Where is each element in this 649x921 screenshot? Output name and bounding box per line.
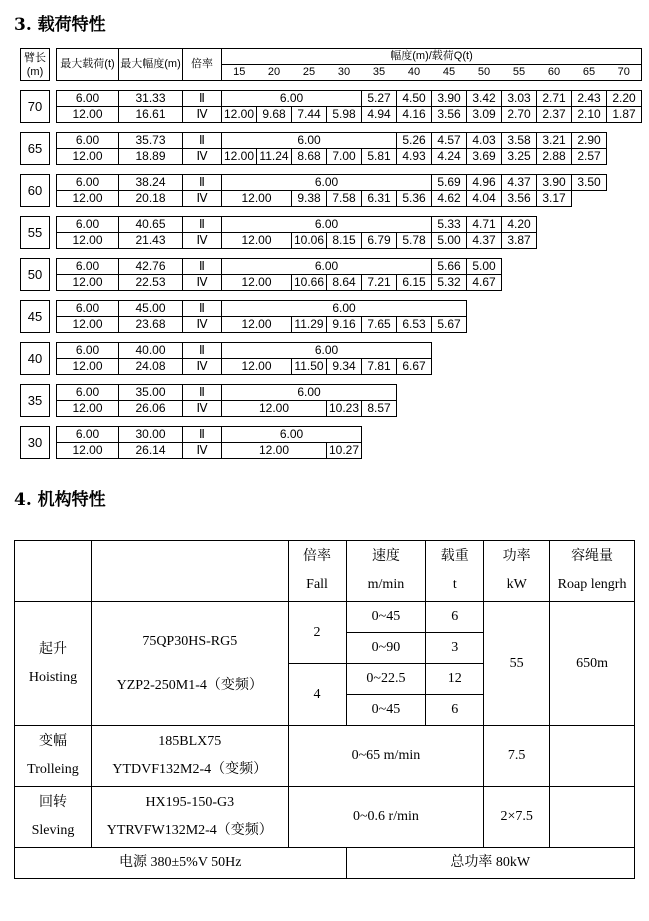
load-row [21, 191, 642, 207]
row-spacer [50, 343, 57, 375]
load-value: 5.69 [432, 175, 467, 191]
empty-cell [607, 133, 642, 149]
load-value: 5.81 [362, 149, 397, 165]
load-value: 4.67 [467, 275, 502, 291]
arm-length: 70 [21, 91, 50, 123]
load-value: 3.42 [467, 91, 502, 107]
load-value: 4.57 [432, 133, 467, 149]
header-radius-value: 50 [467, 65, 502, 81]
load-value: 3.56 [502, 191, 537, 207]
empty-cell [467, 301, 642, 317]
header-radius-value: 20 [257, 65, 292, 81]
load-value: 3.50 [572, 175, 607, 191]
arm-length: 50 [21, 259, 50, 291]
load-value: 7.21 [362, 275, 397, 291]
empty-cell [502, 259, 642, 275]
fall-value: Ⅳ [183, 359, 222, 375]
load-value: 5.32 [432, 275, 467, 291]
load-row [21, 175, 642, 191]
block-gap [21, 81, 642, 91]
hoisting-rope: 650m [550, 602, 635, 726]
load-value: 6.00 [222, 385, 397, 401]
fall-value: Ⅱ [183, 259, 222, 275]
load-value: 11.50 [292, 359, 327, 375]
header-fall: 倍率 [183, 49, 222, 81]
load-value: 4.93 [397, 149, 432, 165]
load-row [21, 443, 642, 459]
block-gap [21, 417, 642, 427]
row-spacer [50, 385, 57, 417]
hoisting-power: 55 [484, 602, 550, 726]
load-value: 12.00 [222, 191, 292, 207]
trolleying-name: 变幅 Trolleing [15, 726, 92, 787]
slewing-rope [550, 787, 635, 848]
load-row [21, 385, 642, 401]
load-value: 3.90 [537, 175, 572, 191]
max-load-value: 6.00 [57, 133, 119, 149]
max-load-value: 6.00 [57, 427, 119, 443]
fall-value: Ⅳ [183, 443, 222, 459]
load-row [21, 133, 642, 149]
load-value: 3.87 [502, 233, 537, 249]
header-radius-value: 35 [362, 65, 397, 81]
fall-value: Ⅱ [183, 217, 222, 233]
section-3-title: 3. 载荷特性 [14, 15, 106, 35]
load-value: 5.00 [467, 259, 502, 275]
mechanism-characteristics-table [14, 540, 635, 879]
load-value: 12.00 [222, 401, 327, 417]
fall-value: Ⅱ [183, 175, 222, 191]
header-radius-value: 70 [607, 65, 642, 81]
load-value: 10.23 [327, 401, 362, 417]
empty-cell [397, 385, 642, 401]
max-load-value: 6.00 [57, 259, 119, 275]
load-value: 7.65 [362, 317, 397, 333]
empty-cell [397, 401, 642, 417]
load-value: 6.53 [397, 317, 432, 333]
load-value: 2.10 [572, 107, 607, 123]
load-value: 2.88 [537, 149, 572, 165]
header-radius-value: 65 [572, 65, 607, 81]
load-value: 5.98 [327, 107, 362, 123]
load-value: 12.00 [222, 443, 327, 459]
fall-value: Ⅳ [183, 317, 222, 333]
mech-header-blank-1 [15, 541, 92, 602]
header-radius-load: 幅度(m)/载荷Q(t) [222, 49, 642, 65]
slewing-model: HX195-150-G3 YTRVFW132M2-4（变频） [91, 787, 288, 848]
max-radius-value: 26.14 [119, 443, 183, 459]
empty-cell [607, 175, 642, 191]
header-radius-value: 60 [537, 65, 572, 81]
max-load-value: 12.00 [57, 443, 119, 459]
max-load-value: 12.00 [57, 191, 119, 207]
arm-length: 55 [21, 217, 50, 249]
load-value: 6.67 [397, 359, 432, 375]
hoisting-name: 起升 Hoisting [15, 602, 92, 726]
mech-header-rope: 容绳量 Roap lengrh [550, 541, 635, 602]
load-value: 7.44 [292, 107, 327, 123]
mech-header-fall: 倍率 Fall [288, 541, 346, 602]
load-value: 12.00 [222, 275, 292, 291]
trolleying-power: 7.5 [484, 726, 550, 787]
header-max-radius: 最大幅度(m) [119, 49, 183, 81]
arm-length: 45 [21, 301, 50, 333]
hoisting-load: 3 [426, 633, 484, 664]
max-radius-value: 45.00 [119, 301, 183, 317]
load-row [21, 343, 642, 359]
trolleying-rope [550, 726, 635, 787]
max-radius-value: 20.18 [119, 191, 183, 207]
load-characteristics-table [20, 48, 642, 459]
empty-cell [572, 191, 642, 207]
arm-length: 35 [21, 385, 50, 417]
empty-cell [432, 359, 642, 375]
empty-cell [537, 233, 642, 249]
load-value: 3.69 [467, 149, 502, 165]
block-gap [21, 375, 642, 385]
load-value: 2.37 [537, 107, 572, 123]
load-value: 6.79 [362, 233, 397, 249]
empty-cell [607, 149, 642, 165]
mech-header-speed: 速度 m/min [346, 541, 426, 602]
load-row [21, 217, 642, 233]
load-row [21, 359, 642, 375]
load-value: 6.00 [222, 427, 362, 443]
load-value: 3.58 [502, 133, 537, 149]
load-value: 4.50 [397, 91, 432, 107]
hoisting-speed: 0~45 [346, 695, 426, 726]
load-value: 4.96 [467, 175, 502, 191]
hoisting-load: 6 [426, 695, 484, 726]
load-value: 3.17 [537, 191, 572, 207]
row-spacer [50, 301, 57, 333]
row-spacer [50, 217, 57, 249]
mech-header-blank-2 [91, 541, 288, 602]
fall-value: Ⅳ [183, 275, 222, 291]
max-radius-value: 22.53 [119, 275, 183, 291]
max-load-value: 12.00 [57, 359, 119, 375]
load-value: 2.70 [502, 107, 537, 123]
total-power: 总功率 80kW [346, 848, 635, 879]
load-value: 12.00 [222, 149, 257, 165]
max-radius-value: 40.65 [119, 217, 183, 233]
max-radius-value: 26.06 [119, 401, 183, 417]
load-value: 2.57 [572, 149, 607, 165]
load-row [21, 91, 642, 107]
max-radius-value: 42.76 [119, 259, 183, 275]
block-gap [21, 291, 642, 301]
load-value: 5.33 [432, 217, 467, 233]
fall-value: Ⅳ [183, 107, 222, 123]
load-value: 3.90 [432, 91, 467, 107]
load-value: 7.00 [327, 149, 362, 165]
empty-cell [432, 343, 642, 359]
header-max-load: 最大载荷(t) [57, 49, 119, 81]
max-radius-value: 16.61 [119, 107, 183, 123]
hoisting-load: 6 [426, 602, 484, 633]
load-value: 11.29 [292, 317, 327, 333]
load-value: 4.37 [502, 175, 537, 191]
max-load-value: 6.00 [57, 217, 119, 233]
hoisting-fall-2: 2 [288, 602, 346, 664]
load-value: 5.78 [397, 233, 432, 249]
load-row [21, 275, 642, 291]
load-row [21, 107, 642, 123]
load-value: 10.06 [292, 233, 327, 249]
header-radius-value: 30 [327, 65, 362, 81]
header-radius-value: 15 [222, 65, 257, 81]
hoisting-model: 75QP30HS-RG5 YZP2-250M1-4（变频） [91, 602, 288, 726]
block-gap [21, 123, 642, 133]
max-radius-value: 38.24 [119, 175, 183, 191]
empty-cell [537, 217, 642, 233]
fall-value: Ⅳ [183, 191, 222, 207]
block-gap [21, 333, 642, 343]
block-gap [21, 165, 642, 175]
load-value: 6.00 [222, 343, 432, 359]
load-row [21, 259, 642, 275]
fall-value: Ⅳ [183, 401, 222, 417]
fall-value: Ⅱ [183, 133, 222, 149]
max-radius-value: 35.00 [119, 385, 183, 401]
load-value: 5.26 [397, 133, 432, 149]
load-value: 12.00 [222, 233, 292, 249]
max-radius-value: 30.00 [119, 427, 183, 443]
max-radius-value: 40.00 [119, 343, 183, 359]
header-radius-value: 25 [292, 65, 327, 81]
load-row [21, 233, 642, 249]
load-value: 8.15 [327, 233, 362, 249]
header-radius-value: 40 [397, 65, 432, 81]
row-spacer [50, 91, 57, 123]
arm-length: 30 [21, 427, 50, 459]
row-spacer [50, 259, 57, 291]
load-value: 6.00 [222, 259, 432, 275]
load-value: 6.00 [222, 175, 432, 191]
power-supply: 电源 380±5%V 50Hz [15, 848, 347, 879]
max-load-value: 12.00 [57, 107, 119, 123]
empty-cell [502, 275, 642, 291]
hoisting-speed: 0~45 [346, 602, 426, 633]
fall-value: Ⅳ [183, 149, 222, 165]
load-value: 3.09 [467, 107, 502, 123]
header-spacer [50, 49, 57, 81]
load-value: 9.34 [327, 359, 362, 375]
hoisting-speed: 0~22.5 [346, 664, 426, 695]
block-gap [21, 249, 642, 259]
empty-cell [362, 427, 642, 443]
load-value: 1.87 [607, 107, 642, 123]
load-value: 4.20 [502, 217, 537, 233]
max-load-value: 6.00 [57, 175, 119, 191]
load-value: 8.64 [327, 275, 362, 291]
block-gap [21, 207, 642, 217]
header-radius-value: 45 [432, 65, 467, 81]
load-value: 10.27 [327, 443, 362, 459]
max-load-value: 6.00 [57, 385, 119, 401]
load-value: 6.00 [222, 133, 397, 149]
load-value: 6.31 [362, 191, 397, 207]
row-spacer [50, 133, 57, 165]
load-value: 6.00 [222, 91, 362, 107]
arm-length: 40 [21, 343, 50, 375]
arm-length: 65 [21, 133, 50, 165]
load-value: 4.24 [432, 149, 467, 165]
hoisting-fall-4: 4 [288, 664, 346, 726]
trolleying-speed: 0~65 m/min [288, 726, 484, 787]
load-row [21, 301, 642, 317]
load-value: 2.90 [572, 133, 607, 149]
load-value: 5.36 [397, 191, 432, 207]
fall-value: Ⅱ [183, 91, 222, 107]
max-load-value: 12.00 [57, 317, 119, 333]
mech-header-load: 载重 t [426, 541, 484, 602]
load-value: 4.94 [362, 107, 397, 123]
load-value: 4.37 [467, 233, 502, 249]
load-value: 4.03 [467, 133, 502, 149]
load-value: 6.00 [222, 301, 467, 317]
max-load-value: 6.00 [57, 343, 119, 359]
max-radius-value: 18.89 [119, 149, 183, 165]
load-row [21, 427, 642, 443]
load-value: 4.62 [432, 191, 467, 207]
max-load-value: 6.00 [57, 301, 119, 317]
load-value: 8.68 [292, 149, 327, 165]
load-value: 3.56 [432, 107, 467, 123]
trolleying-model: 185BLX75 YTDVF132M2-4（变频） [91, 726, 288, 787]
max-radius-value: 23.68 [119, 317, 183, 333]
max-radius-value: 24.08 [119, 359, 183, 375]
load-value: 6.00 [222, 217, 432, 233]
max-load-value: 12.00 [57, 401, 119, 417]
load-value: 11.24 [257, 149, 292, 165]
fall-value: Ⅳ [183, 233, 222, 249]
load-value: 12.00 [222, 359, 292, 375]
load-value: 12.00 [222, 107, 257, 123]
load-row [21, 401, 642, 417]
header-arm-length: 臂长 (m) [21, 49, 50, 81]
load-value: 3.03 [502, 91, 537, 107]
max-load-value: 12.00 [57, 149, 119, 165]
empty-cell [467, 317, 642, 333]
load-value: 9.68 [257, 107, 292, 123]
load-value: 5.66 [432, 259, 467, 275]
fall-value: Ⅱ [183, 301, 222, 317]
max-load-value: 12.00 [57, 233, 119, 249]
hoisting-speed: 0~90 [346, 633, 426, 664]
load-value: 2.20 [607, 91, 642, 107]
load-value: 8.57 [362, 401, 397, 417]
empty-cell [362, 443, 642, 459]
load-value: 3.21 [537, 133, 572, 149]
load-value: 4.04 [467, 191, 502, 207]
max-load-value: 12.00 [57, 275, 119, 291]
fall-value: Ⅱ [183, 385, 222, 401]
load-value: 10.66 [292, 275, 327, 291]
row-spacer [50, 175, 57, 207]
slewing-name: 回转 Sleving [15, 787, 92, 848]
hoisting-load: 12 [426, 664, 484, 695]
load-value: 5.00 [432, 233, 467, 249]
load-value: 6.15 [397, 275, 432, 291]
load-value: 5.27 [362, 91, 397, 107]
load-value: 4.16 [397, 107, 432, 123]
max-load-value: 6.00 [57, 91, 119, 107]
slewing-power: 2×7.5 [484, 787, 550, 848]
load-value: 9.38 [292, 191, 327, 207]
max-radius-value: 35.73 [119, 133, 183, 149]
section-4-title: 4. 机构特性 [14, 490, 106, 510]
load-value: 7.58 [327, 191, 362, 207]
load-value: 3.25 [502, 149, 537, 165]
fall-value: Ⅱ [183, 427, 222, 443]
load-value: 2.43 [572, 91, 607, 107]
load-row [21, 149, 642, 165]
slewing-speed: 0~0.6 r/min [288, 787, 484, 848]
arm-length: 60 [21, 175, 50, 207]
load-value: 4.71 [467, 217, 502, 233]
fall-value: Ⅱ [183, 343, 222, 359]
max-radius-value: 21.43 [119, 233, 183, 249]
max-radius-value: 31.33 [119, 91, 183, 107]
load-value: 2.71 [537, 91, 572, 107]
load-value: 9.16 [327, 317, 362, 333]
header-radius-value: 55 [502, 65, 537, 81]
load-row [21, 317, 642, 333]
load-value: 12.00 [222, 317, 292, 333]
load-value: 5.67 [432, 317, 467, 333]
load-value: 7.81 [362, 359, 397, 375]
row-spacer [50, 427, 57, 459]
mech-header-power: 功率 kW [484, 541, 550, 602]
